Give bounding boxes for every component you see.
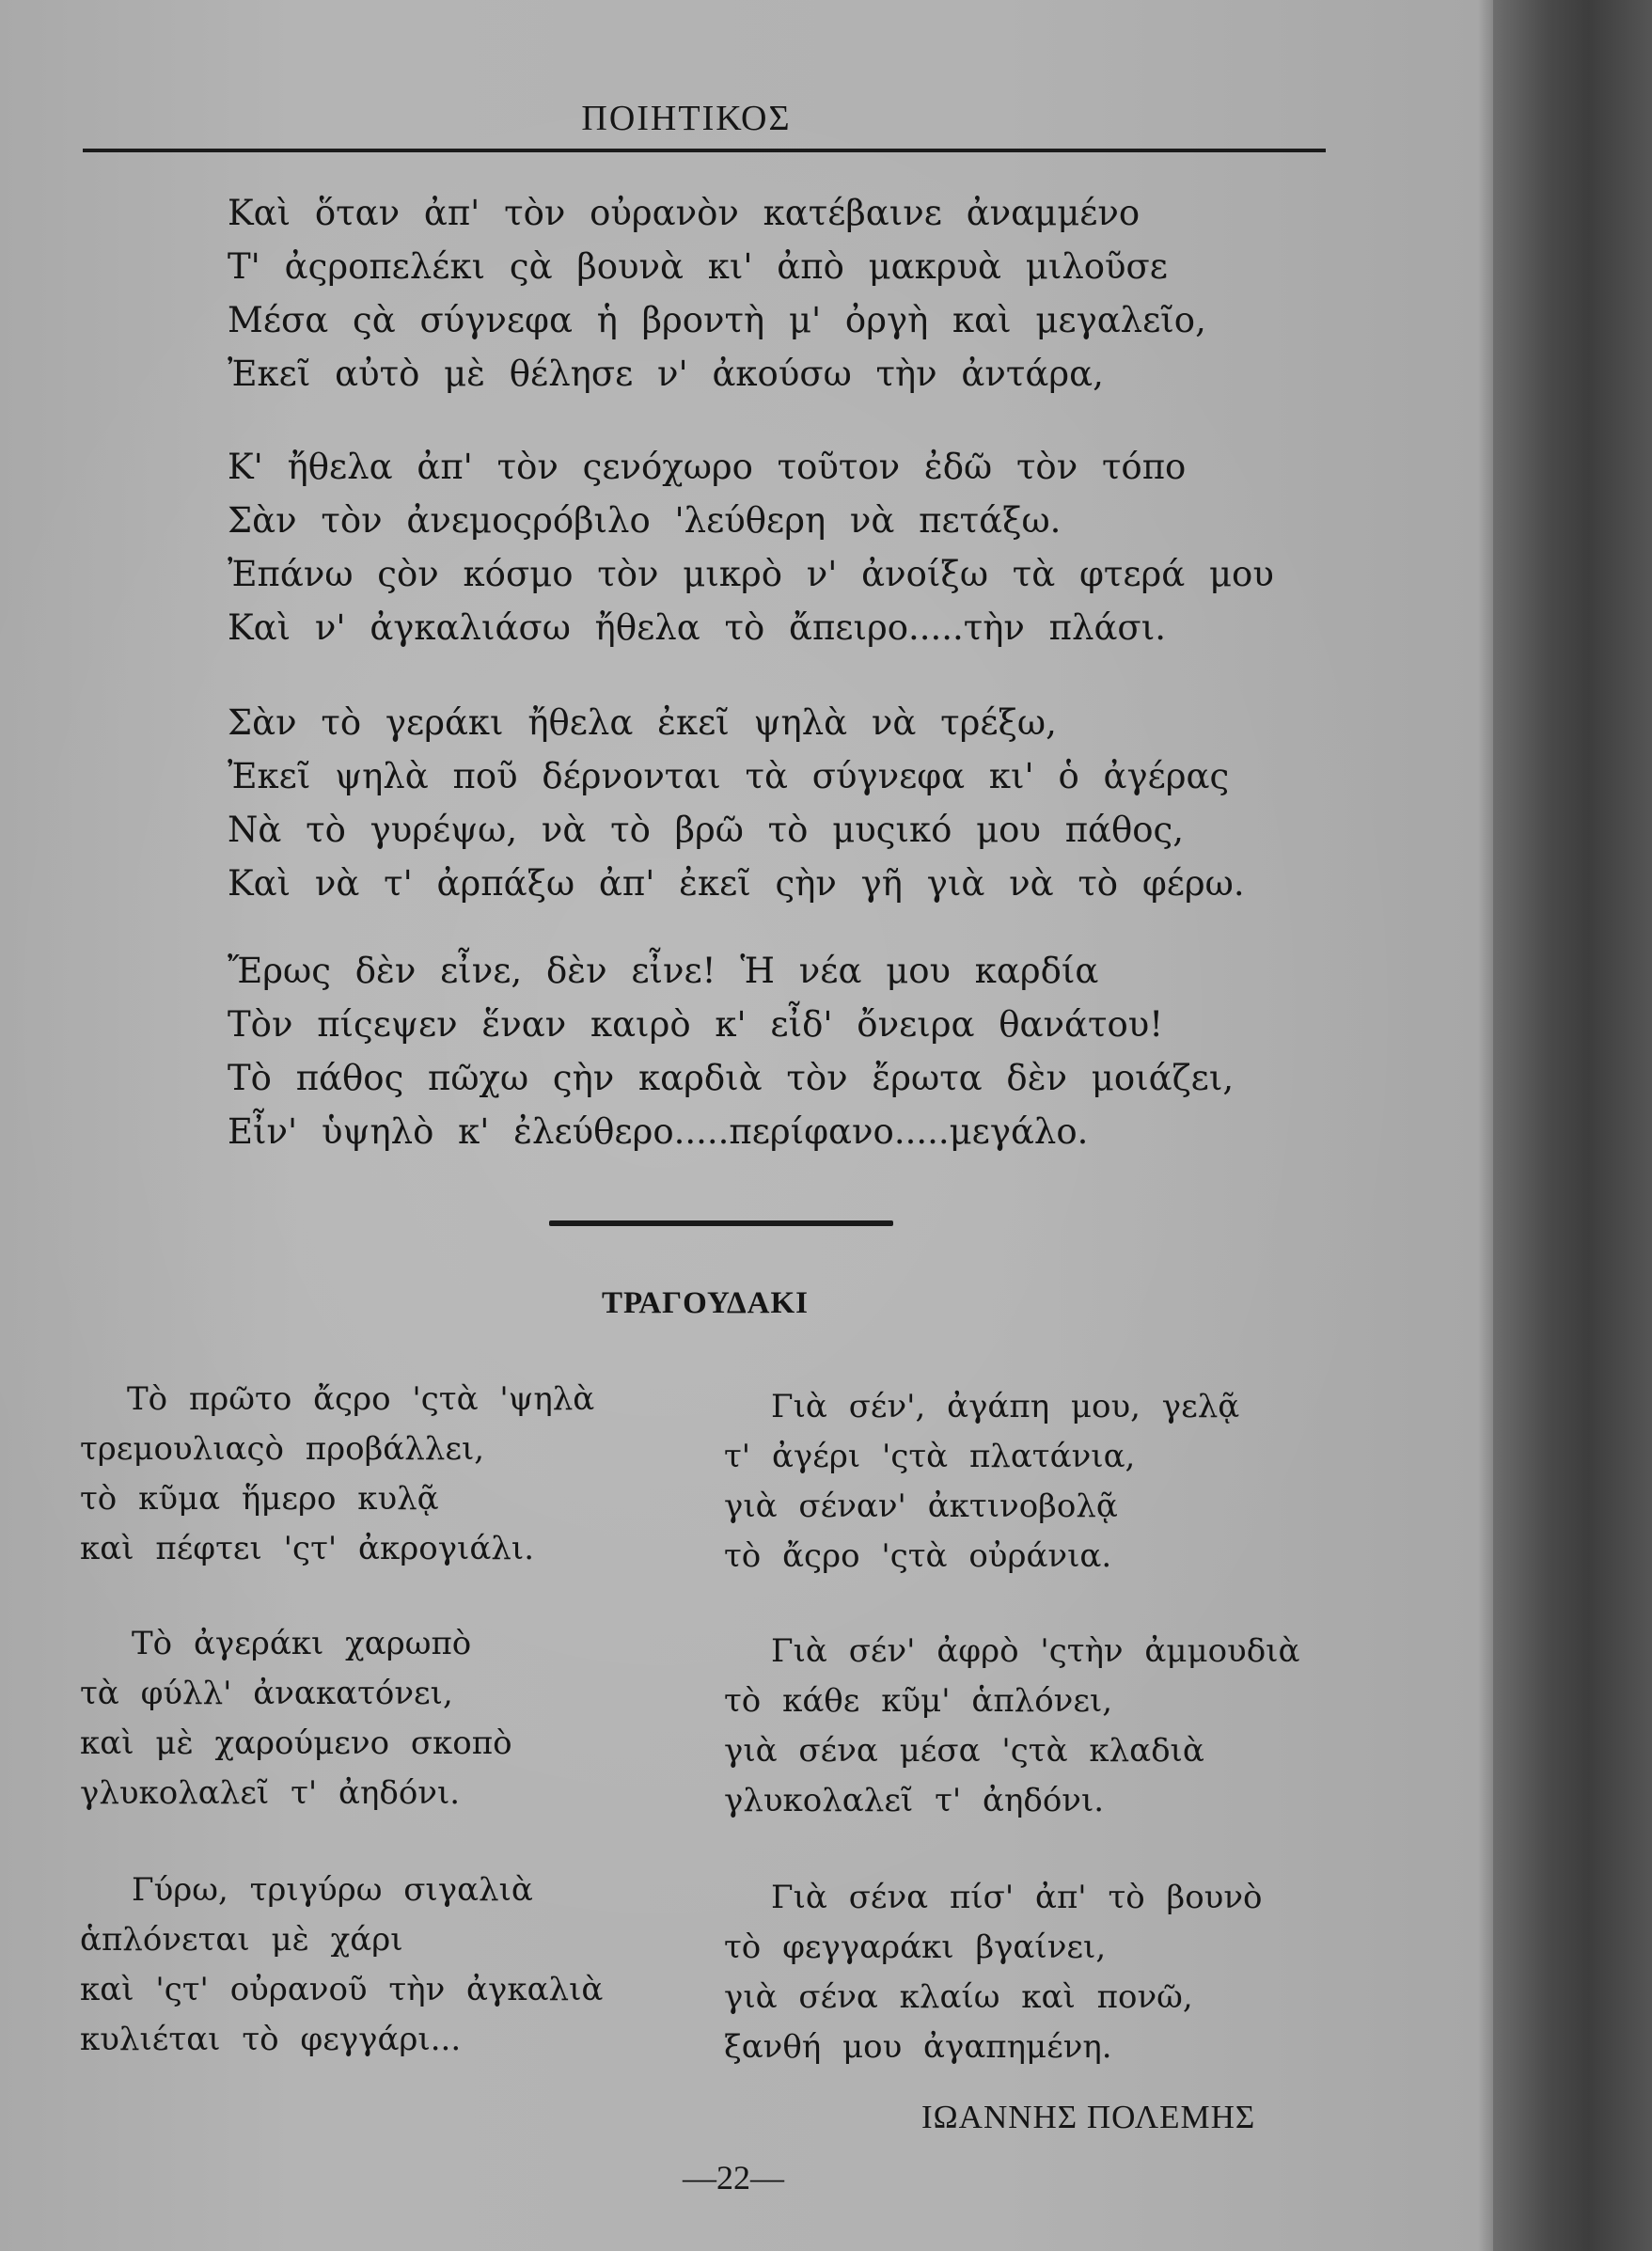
- poem-line: Εἶν' ὑψηλὸ κ' ἐλεύθερο.....περίφανο.....μεγάλο.: [228, 1111, 1089, 1152]
- song-line: Γιὰ σέν' ἀφρὸ 'ςτὴν ἀμμουδιὰ: [771, 1632, 1300, 1670]
- song-line: ξανθή μου ἀγαπημένη.: [724, 2028, 1112, 2066]
- song-right-stanza-1: [724, 1382, 1239, 1582]
- page-number: —22—: [683, 2159, 784, 2196]
- song-line: τρεμουλιαςὸ προβάλλει,: [80, 1430, 485, 1468]
- poem-line: Ἐκεῖ ψηλὰ ποῦ δέρνονται τὰ σύγνεφα κι' ὁ ἀγέρας: [228, 756, 1230, 796]
- song-line: γιὰ σένα μέσα 'ςτὰ κλαδιὰ: [724, 1732, 1204, 1770]
- running-head: ΠΟΙΗΤΙΚΟΣ: [581, 99, 792, 138]
- section-divider: [549, 1220, 893, 1226]
- book-gutter: [1493, 0, 1652, 2251]
- poem-stanza-3: [228, 696, 1245, 910]
- song-line: κυλιέται τὸ φεγγάρι...: [80, 2021, 462, 2058]
- song-line: καὶ μὲ χαρούμενο σκοπὸ: [80, 1724, 512, 1762]
- song-line: ἁπλόνεται μὲ χάρι: [80, 1921, 403, 1959]
- poem-line: Καὶ νὰ τ' ἀρπάξω ἀπ' ἐκεῖ ςὴν γῆ γιὰ νὰ τὸ φέρω.: [228, 863, 1245, 904]
- song-line: τὸ ἄςρο 'ςτὰ οὐράνια.: [724, 1537, 1112, 1575]
- song-line: γιὰ σένα κλαίω καὶ πονῶ,: [724, 1978, 1193, 2016]
- song-line: τὰ φύλλ' ἀνακατόνει,: [80, 1675, 453, 1712]
- song-line: καὶ 'ςτ' οὐρανοῦ τὴν ἀγκαλιὰ: [80, 1971, 604, 2008]
- poem-line: Τὸν πίςεψεν ἕναν καιρὸ κ' εἶδ' ὄνειρα θανάτου!: [228, 1004, 1164, 1045]
- song-line: Γύρω, τριγύρω σιγαλιὰ: [132, 1871, 533, 1909]
- poem-line: Ἐκεῖ αὐτὸ μὲ θέλησε ν' ἀκούσω τὴν ἀντάρα,: [228, 354, 1104, 394]
- poem-line: Σὰν τὸ γεράκι ἤθελα ἐκεῖ ψηλὰ νὰ τρέξω,: [228, 702, 1057, 743]
- poem-line: Ἔρως δὲν εἶνε, δὲν εἶνε! Ἡ νέα μου καρδία: [228, 951, 1099, 991]
- poem-stanza-2: [228, 440, 1274, 654]
- song-line: τὸ φεγγαράκι βγαίνει,: [724, 1928, 1107, 1966]
- song-line: γιὰ σέναν' ἀκτινοβολᾷ: [724, 1488, 1118, 1525]
- song-right-stanza-3: [724, 1873, 1262, 2072]
- poem-line: Νὰ τὸ γυρέψω, νὰ τὸ βρῶ τὸ μυςικό μου πάθος,: [228, 810, 1185, 850]
- song-line: Γιὰ σέν', ἀγάπη μου, γελᾷ: [771, 1388, 1240, 1425]
- poem-line: Τ' ἀςροπελέκι ςὰ βουνὰ κι' ἀπὸ μακρυὰ μιλοῦσε: [228, 246, 1168, 287]
- poem-line: Σὰν τὸν ἀνεμοςρόβιλο 'λεύθερη νὰ πετάξω.: [228, 500, 1062, 541]
- poem-stanza-1: [228, 186, 1224, 401]
- header-rule: [83, 149, 1326, 152]
- song-line: τὸ κάθε κῦμ' ἁπλόνει,: [724, 1682, 1113, 1720]
- song-line: τὸ κῦμα ἥμερο κυλᾷ: [80, 1480, 439, 1518]
- song-line: Τὸ πρῶτο ἄςρο 'ςτὰ 'ψηλὰ: [127, 1380, 595, 1418]
- song-line: τ' ἀγέρι 'ςτὰ πλατάνια,: [724, 1438, 1136, 1475]
- song-line: γλυκολαλεῖ τ' ἀηδόνι.: [724, 1782, 1105, 1819]
- poem-line: Τὸ πάθος πῶχω ςὴν καρδιὰ τὸν ἔρωτα δὲν μοιάζει,: [228, 1058, 1235, 1098]
- song-line: Τὸ ἀγεράκι χαρωπὸ: [132, 1625, 472, 1662]
- song-left-stanza-2: [80, 1619, 512, 1818]
- song-line: καὶ πέφτει 'ςτ' ἀκρογιάλι.: [80, 1530, 534, 1567]
- poem-line: Καὶ ὅταν ἀπ' τὸν οὐρανὸν κατέβαινε ἀναμμένο: [228, 193, 1141, 233]
- poem-line: Μέσα ςὰ σύγνεφα ἡ βροντὴ μ' ὀργὴ καὶ μεγαλεῖο,: [228, 300, 1206, 340]
- song-right-stanza-2: [724, 1627, 1299, 1826]
- poem-line: Κ' ἤθελα ἀπ' τὸν ςενόχωρο τοῦτον ἐδῶ τὸν τόπο: [228, 447, 1187, 487]
- author-signature: ΙΩΑΝΝΗΣ ΠΟΛΕΜΗΣ: [921, 2099, 1256, 2135]
- section-title: ΤΡΑΓΟΥΔΑΚΙ: [602, 1286, 809, 1320]
- song-left-stanza-1: [80, 1375, 594, 1574]
- song-left-stanza-3: [80, 1865, 603, 2065]
- poem-line: Καὶ ν' ἀγκαλιάσω ἤθελα τὸ ἄπειρο.....τὴν πλάσι.: [228, 607, 1166, 648]
- song-line: Γιὰ σένα πίσ' ἀπ' τὸ βουνὸ: [771, 1879, 1263, 1916]
- poem-stanza-4: [228, 944, 1235, 1158]
- song-line: γλυκολαλεῖ τ' ἀηδόνι.: [80, 1774, 461, 1812]
- poem-line: Ἐπάνω ςὸν κόσμο τὸν μικρὸ ν' ἀνοίξω τὰ φτερά μου: [228, 554, 1274, 594]
